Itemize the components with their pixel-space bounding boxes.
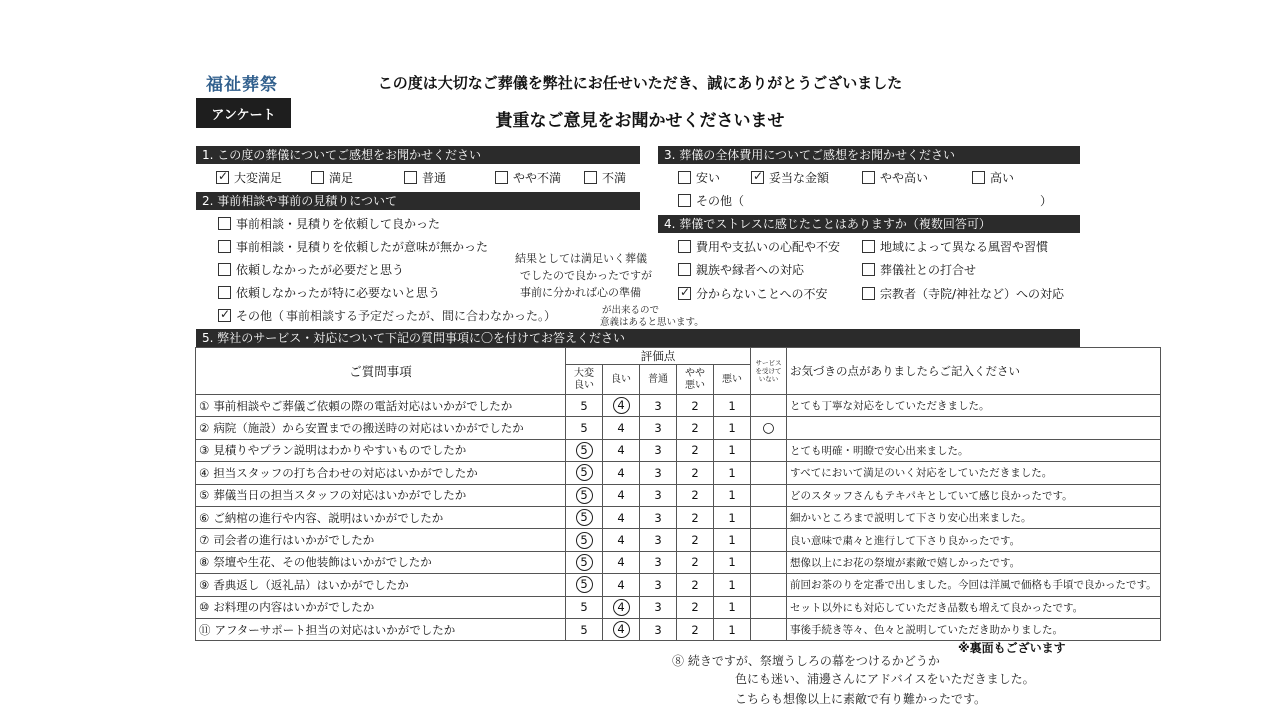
option-label: その他（ bbox=[236, 308, 285, 323]
score-value: 2 bbox=[691, 555, 699, 570]
s3-option-other[interactable] bbox=[678, 191, 744, 209]
score-cell[interactable] bbox=[677, 551, 714, 573]
question-text: 見積りやプラン説明はわかりやすいものでしたか bbox=[213, 443, 467, 458]
score-value: 4 bbox=[617, 533, 625, 548]
score-value: 5 bbox=[580, 421, 588, 436]
question-cell bbox=[196, 484, 566, 506]
score-cell[interactable] bbox=[714, 574, 751, 596]
checkbox-checked[interactable] bbox=[751, 171, 764, 184]
score-cell[interactable] bbox=[714, 596, 751, 618]
score-cell[interactable] bbox=[603, 529, 640, 551]
score-cell[interactable] bbox=[640, 462, 677, 484]
checkbox[interactable] bbox=[404, 171, 417, 184]
score-value: 4 bbox=[617, 465, 625, 480]
question-number: ① bbox=[199, 398, 210, 413]
score-cell[interactable] bbox=[677, 462, 714, 484]
handwritten-note-line-4: が出来るので bbox=[602, 305, 660, 316]
score-cell[interactable] bbox=[714, 395, 751, 417]
not-received-cell[interactable] bbox=[751, 618, 787, 640]
score-value: 1 bbox=[728, 398, 736, 413]
score-value: 1 bbox=[728, 555, 736, 570]
col-not-received-header: サービスを受けていない bbox=[751, 348, 787, 395]
question-cell bbox=[196, 596, 566, 618]
table-row bbox=[196, 574, 1161, 596]
s3-other-close-paren: ） bbox=[1040, 193, 1053, 208]
score-value: 2 bbox=[691, 421, 699, 436]
not-received-cell[interactable] bbox=[751, 462, 787, 484]
s1-option-dissatisfied[interactable] bbox=[584, 168, 626, 186]
rating-level-header: 大変 良い bbox=[566, 365, 603, 395]
option-label: 妥当な金額 bbox=[769, 170, 830, 185]
not-received-cell[interactable] bbox=[751, 596, 787, 618]
option-label: 宗教者（寺院/神社など）への対応 bbox=[880, 286, 1065, 301]
table-row bbox=[196, 417, 1161, 439]
score-value: 2 bbox=[691, 443, 699, 458]
handwritten-note-line-1: 結果としては満足いく葬儀 bbox=[515, 252, 647, 265]
question-text: 司会者の進行はいかがでしたか bbox=[213, 533, 375, 548]
score-cell[interactable] bbox=[677, 417, 714, 439]
score-value: 3 bbox=[654, 465, 662, 480]
score-cell[interactable] bbox=[640, 551, 677, 573]
s3-option-cheap[interactable] bbox=[678, 168, 720, 186]
table-row bbox=[196, 529, 1161, 551]
comment-cell[interactable]: セット以外にも対応していただき品数も増えて良かったです。 bbox=[787, 596, 1161, 618]
score-selected: 5 bbox=[576, 532, 593, 549]
score-cell[interactable] bbox=[677, 484, 714, 506]
score-value: 3 bbox=[654, 443, 662, 458]
score-value: 3 bbox=[654, 622, 662, 637]
score-selected: 5 bbox=[576, 509, 593, 526]
option-label: 普通 bbox=[422, 170, 447, 185]
section-3-header: 3. 葬儀の全体費用についてご感想をお聞かせください bbox=[658, 146, 1080, 164]
score-cell[interactable] bbox=[566, 596, 603, 618]
not-received-cell[interactable]: ○ bbox=[751, 417, 787, 439]
handwritten-note-line-2: でしたので良かったですが bbox=[520, 269, 652, 282]
col-rating-header: 評価点 bbox=[566, 348, 751, 365]
score-value: 5 bbox=[580, 600, 588, 615]
checkbox[interactable] bbox=[862, 171, 875, 184]
score-value: 4 bbox=[617, 510, 625, 525]
question-number: ⑩ bbox=[199, 600, 210, 615]
score-selected: 5 bbox=[576, 442, 593, 459]
table-row bbox=[196, 596, 1161, 618]
table-row bbox=[196, 506, 1161, 528]
score-value: 1 bbox=[728, 443, 736, 458]
score-cell[interactable] bbox=[566, 462, 603, 484]
question-cell bbox=[196, 551, 566, 573]
rating-level-header: 普通 bbox=[640, 365, 677, 395]
table-row bbox=[196, 618, 1161, 640]
option-label: 大変満足 bbox=[234, 170, 283, 185]
comment-cell[interactable]: 想像以上にお花の祭壇が素敵で嬉しかったです。 bbox=[787, 551, 1161, 573]
option-label: 不満 bbox=[602, 170, 627, 185]
question-text: ご納棺の進行や内容、説明はいかがでしたか bbox=[213, 510, 444, 525]
checkbox[interactable] bbox=[862, 287, 875, 300]
score-cell[interactable] bbox=[566, 506, 603, 528]
s4-option-meeting[interactable] bbox=[862, 260, 976, 278]
score-cell[interactable] bbox=[603, 417, 640, 439]
score-cell[interactable] bbox=[603, 551, 640, 573]
score-cell[interactable] bbox=[677, 506, 714, 528]
handwritten-note-line-5: 意義はあると思います。 bbox=[600, 317, 704, 328]
score-cell[interactable] bbox=[640, 506, 677, 528]
comment-cell[interactable]: とても丁寧な対応をしていただきました。 bbox=[787, 395, 1161, 417]
checkbox[interactable] bbox=[218, 263, 231, 276]
back-side-note: ※裏面もございます bbox=[958, 641, 1066, 655]
s4-option-customs[interactable] bbox=[862, 237, 1048, 255]
question-number: ⑪ bbox=[199, 622, 211, 637]
score-value: 1 bbox=[728, 622, 736, 637]
score-cell[interactable] bbox=[677, 439, 714, 461]
question-text: 病院（施設）から安置までの搬送時の対応はいかがでしたか bbox=[213, 421, 524, 436]
option-label: やや高い bbox=[880, 170, 929, 185]
score-selected: 4 bbox=[613, 397, 630, 414]
score-cell[interactable] bbox=[714, 529, 751, 551]
score-cell[interactable] bbox=[603, 484, 640, 506]
score-value: 3 bbox=[654, 533, 662, 548]
score-selected: 5 bbox=[576, 554, 593, 571]
option-label: 親族や縁者への対応 bbox=[696, 262, 805, 277]
not-received-cell[interactable] bbox=[751, 574, 787, 596]
handwritten-note-line-3: 事前に分かれば心の準備 bbox=[520, 286, 641, 299]
s4-option-cost[interactable] bbox=[678, 237, 840, 255]
bottom-note-line-2: 色にも迷い、浦邊さんにアドバイスをいただきました。 bbox=[735, 672, 1035, 686]
section-2-header: 2. 事前相談や事前の見積りについて bbox=[196, 192, 640, 210]
question-text: お料理の内容はいかがでしたか bbox=[213, 600, 375, 615]
score-selected: 5 bbox=[576, 576, 593, 593]
s1-option-normal[interactable] bbox=[404, 168, 446, 186]
table-row bbox=[196, 439, 1161, 461]
question-cell bbox=[196, 529, 566, 551]
option-label: 地域によって異なる風習や習慣 bbox=[880, 239, 1049, 254]
option-label: 事前相談・見積りを依頼したが意味が無かった bbox=[236, 239, 489, 254]
section-5-header: 5. 弊社のサービス・対応について下記の質問事項に〇を付けてお答えください bbox=[196, 329, 1080, 347]
checkbox[interactable] bbox=[218, 217, 231, 230]
question-cell bbox=[196, 395, 566, 417]
score-cell[interactable] bbox=[714, 551, 751, 573]
option-label: 費用や支払いの心配や不安 bbox=[696, 239, 841, 254]
section-1-header: 1. この度の葬儀についてご感想をお聞かせください bbox=[196, 146, 640, 164]
score-value: 4 bbox=[617, 577, 625, 592]
option-label: 高い bbox=[990, 170, 1015, 185]
request-title: 貴重なご意見をお聞かせくださいませ bbox=[495, 111, 785, 131]
score-cell[interactable] bbox=[640, 395, 677, 417]
score-cell[interactable] bbox=[714, 506, 751, 528]
checkbox-checked[interactable] bbox=[216, 171, 229, 184]
score-value: 2 bbox=[691, 600, 699, 615]
question-cell bbox=[196, 618, 566, 640]
checkbox-checked[interactable] bbox=[678, 287, 691, 300]
checkbox[interactable] bbox=[678, 263, 691, 276]
score-cell[interactable] bbox=[714, 462, 751, 484]
checkbox[interactable] bbox=[678, 171, 691, 184]
question-number: ⑧ bbox=[199, 555, 210, 570]
comment-cell[interactable]: 良い意味で粛々と進行して下さり良かったです。 bbox=[787, 529, 1161, 551]
checkbox[interactable] bbox=[862, 263, 875, 276]
score-value: 3 bbox=[654, 421, 662, 436]
score-value: 3 bbox=[654, 577, 662, 592]
score-cell[interactable] bbox=[640, 417, 677, 439]
question-number: ② bbox=[199, 421, 210, 436]
score-selected: 5 bbox=[576, 464, 593, 481]
survey-badge: アンケート bbox=[196, 98, 291, 128]
score-cell[interactable] bbox=[677, 395, 714, 417]
question-cell bbox=[196, 462, 566, 484]
option-label: 葬儀社との打合せ bbox=[880, 262, 977, 277]
question-cell bbox=[196, 506, 566, 528]
score-value: 3 bbox=[654, 488, 662, 503]
checkbox[interactable] bbox=[584, 171, 597, 184]
comment-cell[interactable]: とても明確・明瞭で安心出来ました。 bbox=[787, 439, 1161, 461]
s2-other-handwritten: 事前相談する予定だったが、間に合わなかった。） bbox=[286, 308, 557, 323]
question-cell bbox=[196, 439, 566, 461]
s4-option-relatives[interactable] bbox=[678, 260, 804, 278]
not-received-cell[interactable] bbox=[751, 439, 787, 461]
service-rating-table bbox=[195, 347, 1161, 641]
option-label: 依頼しなかったが特に必要ないと思う bbox=[236, 285, 441, 300]
score-cell[interactable] bbox=[603, 574, 640, 596]
score-cell[interactable] bbox=[640, 529, 677, 551]
s2-option-4[interactable] bbox=[218, 283, 440, 301]
question-number: ⑨ bbox=[199, 577, 210, 592]
s2-option-1[interactable] bbox=[218, 214, 440, 232]
score-cell[interactable] bbox=[603, 395, 640, 417]
score-value: 5 bbox=[580, 622, 588, 637]
score-cell[interactable] bbox=[566, 529, 603, 551]
comment-cell[interactable]: すべてにおいて満足のいく対応をしていただきました。 bbox=[787, 462, 1161, 484]
score-value: 4 bbox=[617, 555, 625, 570]
s4-option-religious[interactable] bbox=[862, 284, 1064, 302]
s3-option-reasonable[interactable] bbox=[751, 168, 829, 186]
not-received-cell[interactable] bbox=[751, 506, 787, 528]
question-number: ⑥ bbox=[199, 510, 210, 525]
score-value: 2 bbox=[691, 577, 699, 592]
option-label: 分からないことへの不安 bbox=[696, 286, 828, 301]
question-text: 祭壇や生花、その他装飾はいかがでしたか bbox=[213, 555, 432, 570]
score-cell[interactable] bbox=[566, 618, 603, 640]
col-question-header: ご質問事項 bbox=[196, 348, 566, 395]
score-cell[interactable] bbox=[603, 462, 640, 484]
score-value: 3 bbox=[654, 510, 662, 525]
score-cell[interactable] bbox=[640, 618, 677, 640]
checkbox[interactable] bbox=[972, 171, 985, 184]
section-4-header: 4. 葬儀でストレスに感じたことはありますか（複数回答可） bbox=[658, 215, 1080, 233]
rating-level-header: 悪い bbox=[714, 365, 751, 395]
question-cell bbox=[196, 574, 566, 596]
score-cell[interactable] bbox=[677, 529, 714, 551]
table-row bbox=[196, 484, 1161, 506]
option-label: 依頼しなかったが必要だと思う bbox=[236, 262, 405, 277]
option-label: 事前相談・見積りを依頼して良かった bbox=[236, 216, 441, 231]
thank-you-title: この度は大切なご葬儀を弊社にお任せいただき、誠にありがとうございました bbox=[377, 74, 903, 92]
score-cell[interactable] bbox=[640, 484, 677, 506]
question-text: 葬儀当日の担当スタッフの対応はいかがでしたか bbox=[213, 488, 467, 503]
score-cell[interactable] bbox=[566, 395, 603, 417]
score-value: 3 bbox=[654, 398, 662, 413]
score-cell[interactable] bbox=[566, 574, 603, 596]
question-text: 香典返し（返礼品）はいかがでしたか bbox=[213, 577, 409, 592]
score-value: 2 bbox=[691, 622, 699, 637]
score-value: 4 bbox=[617, 421, 625, 436]
not-received-cell[interactable] bbox=[751, 484, 787, 506]
comment-cell[interactable]: 事後手続き等々、色々と説明していただき助かりました。 bbox=[787, 618, 1161, 640]
option-label: 安い bbox=[696, 170, 721, 185]
score-value: 1 bbox=[728, 465, 736, 480]
score-cell[interactable] bbox=[566, 417, 603, 439]
score-cell[interactable] bbox=[714, 417, 751, 439]
score-value: 2 bbox=[691, 488, 699, 503]
score-cell[interactable] bbox=[640, 596, 677, 618]
score-value: 4 bbox=[617, 488, 625, 503]
question-number: ⑤ bbox=[199, 488, 210, 503]
score-value: 1 bbox=[728, 577, 736, 592]
score-value: 3 bbox=[654, 600, 662, 615]
score-cell[interactable] bbox=[566, 439, 603, 461]
comment-cell[interactable]: 前回お茶のりを定番で出しました。今回は洋風で価格も手頃で良かったです。 bbox=[787, 574, 1161, 596]
score-cell[interactable] bbox=[714, 439, 751, 461]
question-number: ④ bbox=[199, 465, 210, 480]
score-cell[interactable] bbox=[640, 574, 677, 596]
score-value: 5 bbox=[580, 398, 588, 413]
option-label: やや不満 bbox=[513, 170, 562, 185]
table-row bbox=[196, 551, 1161, 573]
bottom-note-line-3: こちらも想像以上に素敵で有り難かったです。 bbox=[735, 692, 987, 706]
checkbox[interactable] bbox=[678, 194, 691, 207]
bottom-note-line-1: ⑧ 続きですが、祭壇うしろの幕をつけるかどうか bbox=[672, 654, 940, 668]
comment-cell[interactable]: 細かいところまで説明して下さり安心出来ました。 bbox=[787, 506, 1161, 528]
score-cell[interactable] bbox=[603, 506, 640, 528]
s1-option-satisfied[interactable] bbox=[311, 168, 353, 186]
score-value: 1 bbox=[728, 488, 736, 503]
s1-option-somewhat-dissatisfied[interactable] bbox=[495, 168, 561, 186]
score-value: 2 bbox=[691, 510, 699, 525]
checkbox[interactable] bbox=[495, 171, 508, 184]
table-row bbox=[196, 462, 1161, 484]
col-comment-header: お気づきの点がありましたらご記入ください bbox=[787, 348, 1161, 395]
brand-name: 福祉葬祭 bbox=[206, 75, 278, 95]
question-number: ⑦ bbox=[199, 533, 210, 548]
checkbox-checked[interactable] bbox=[218, 309, 231, 322]
score-value: 1 bbox=[728, 533, 736, 548]
score-value: 1 bbox=[728, 510, 736, 525]
score-value: 1 bbox=[728, 421, 736, 436]
question-text: 担当スタッフの打ち合わせの対応はいかがでしたか bbox=[213, 465, 478, 480]
s2-option-other[interactable] bbox=[218, 306, 556, 324]
comment-cell[interactable]: どのスタッフさんもテキパキとしていて感じ良かったです。 bbox=[787, 484, 1161, 506]
checkbox[interactable] bbox=[862, 240, 875, 253]
checkbox[interactable] bbox=[218, 286, 231, 299]
score-cell[interactable] bbox=[640, 439, 677, 461]
score-cell[interactable] bbox=[603, 618, 640, 640]
score-value: 2 bbox=[691, 533, 699, 548]
score-value: 1 bbox=[728, 600, 736, 615]
option-label: その他（ bbox=[696, 193, 745, 208]
s2-option-3[interactable] bbox=[218, 260, 404, 278]
score-cell[interactable] bbox=[677, 618, 714, 640]
score-selected: 5 bbox=[576, 487, 593, 504]
score-selected: 4 bbox=[613, 621, 630, 638]
s1-option-very-satisfied[interactable] bbox=[216, 168, 282, 186]
s3-option-somewhat-expensive[interactable] bbox=[862, 168, 928, 186]
not-received-cell[interactable] bbox=[751, 395, 787, 417]
score-cell[interactable] bbox=[677, 596, 714, 618]
score-value: 2 bbox=[691, 465, 699, 480]
checkbox[interactable] bbox=[678, 240, 691, 253]
question-text: 事前相談やご葬儀ご依頼の際の電話対応はいかがでしたか bbox=[213, 398, 513, 413]
score-selected: 4 bbox=[613, 599, 630, 616]
score-value: 3 bbox=[654, 555, 662, 570]
option-label: 満足 bbox=[329, 170, 354, 185]
checkbox[interactable] bbox=[311, 171, 324, 184]
rating-level-header: やや 悪い bbox=[677, 365, 714, 395]
score-value: 4 bbox=[617, 443, 625, 458]
table-row bbox=[196, 395, 1161, 417]
comment-cell[interactable] bbox=[787, 417, 1161, 439]
question-number: ③ bbox=[199, 443, 210, 458]
s4-option-unknown[interactable] bbox=[678, 284, 828, 302]
not-received-cell[interactable] bbox=[751, 529, 787, 551]
score-value: 2 bbox=[691, 398, 699, 413]
s3-option-expensive[interactable] bbox=[972, 168, 1014, 186]
rating-level-header: 良い bbox=[603, 365, 640, 395]
score-cell[interactable] bbox=[714, 618, 751, 640]
score-cell[interactable] bbox=[677, 574, 714, 596]
score-cell[interactable] bbox=[603, 439, 640, 461]
score-cell[interactable] bbox=[566, 484, 603, 506]
not-received-cell[interactable] bbox=[751, 551, 787, 573]
s2-option-2[interactable] bbox=[218, 237, 488, 255]
checkbox[interactable] bbox=[218, 240, 231, 253]
question-text: アフターサポート担当の対応はいかがでしたか bbox=[214, 622, 456, 637]
question-cell bbox=[196, 417, 566, 439]
score-cell[interactable] bbox=[714, 484, 751, 506]
score-cell[interactable] bbox=[603, 596, 640, 618]
score-cell[interactable] bbox=[566, 551, 603, 573]
